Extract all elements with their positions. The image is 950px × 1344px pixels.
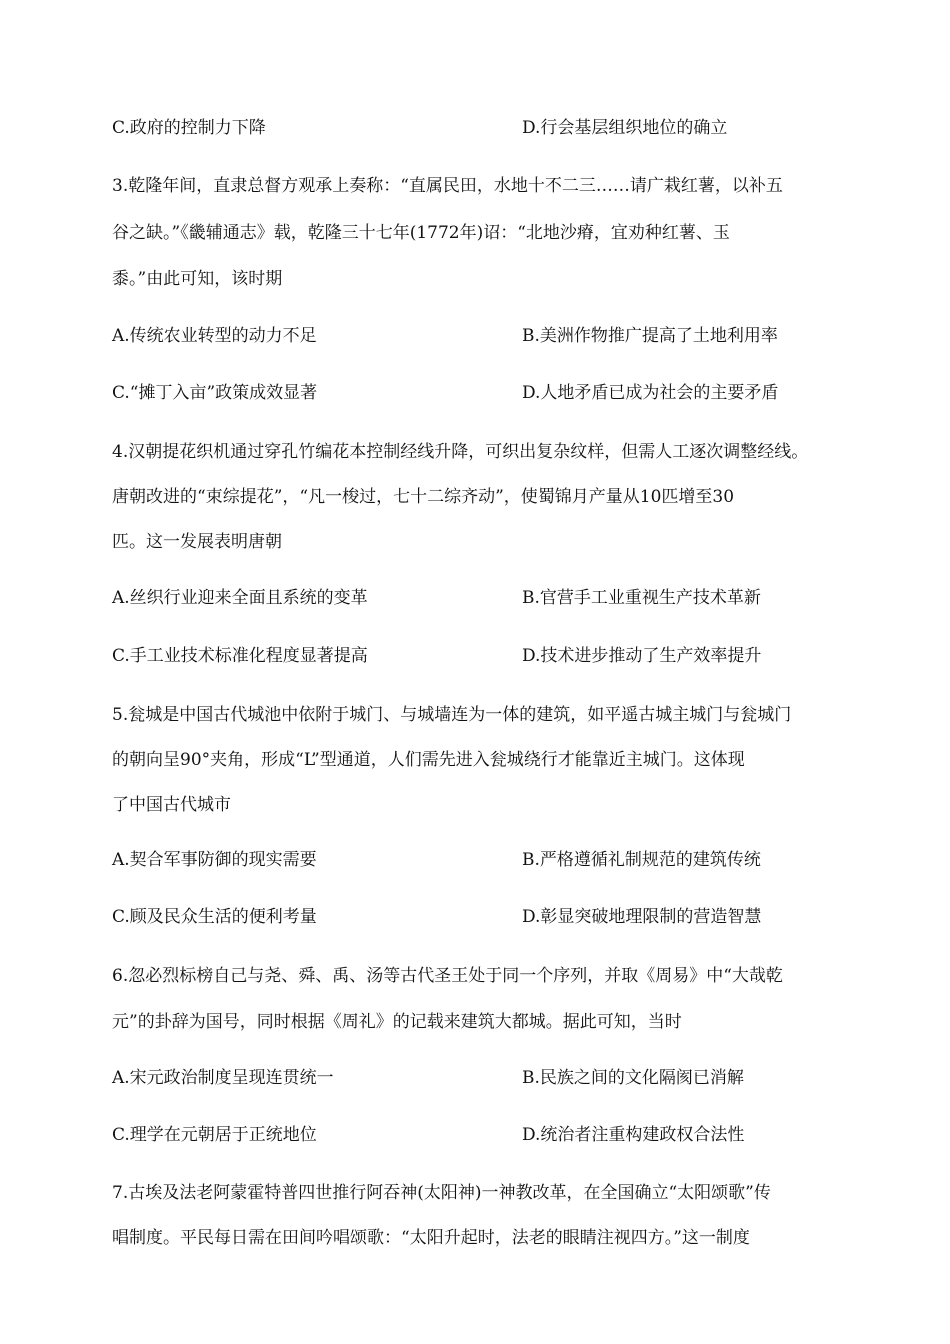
q4-option-d[interactable]: D.技术进步推动了生产效率提升 xyxy=(522,646,762,666)
q5-stem-line-3: 了中国古代城市 xyxy=(112,795,231,815)
q4-option-a[interactable]: A.丝织行业迎来全面且系统的变革 xyxy=(112,588,368,608)
q2-option-c[interactable]: C.政府的控制力下降 xyxy=(112,118,266,138)
q7-stem-line-2: 唱制度。平民每日需在田间吟唱颂歌：“太阳升起时，法老的眼睛注视四方。”这一制度 xyxy=(112,1228,750,1248)
q4-stem-line-3: 匹。这一发展表明唐朝 xyxy=(112,532,282,552)
q5-option-b[interactable]: B.严格遵循礼制规范的建筑传统 xyxy=(522,850,761,870)
q3-option-a[interactable]: A.传统农业转型的动力不足 xyxy=(112,326,317,346)
q4-stem-line-2: 唐朝改进的“束综提花”，“凡一梭过，七十二综齐动”，使蜀锦月产量从10匹增至30 xyxy=(112,487,735,507)
q6-option-a[interactable]: A.宋元政治制度呈现连贯统一 xyxy=(112,1068,334,1088)
q4-option-b[interactable]: B.官营手工业重视生产技术革新 xyxy=(522,588,761,608)
q6-option-d[interactable]: D.统治者注重构建政权合法性 xyxy=(522,1125,745,1145)
q7-stem-line-1: 7.古埃及法老阿蒙霍特普四世推行阿吞神(太阳神)一神教改革，在全国确立“太阳颂歌”传 xyxy=(112,1183,771,1203)
q6-stem-line-2: 元”的卦辞为国号，同时根据《周礼》的记载来建筑大都城。据此可知，当时 xyxy=(112,1012,682,1032)
q4-option-c[interactable]: C.手工业技术标准化程度显著提高 xyxy=(112,646,368,666)
q2-option-d[interactable]: D.行会基层组织地位的确立 xyxy=(522,118,728,138)
q5-option-c[interactable]: C.顾及民众生活的便利考量 xyxy=(112,907,317,927)
q3-stem-line-3: 黍。”由此可知，该时期 xyxy=(112,269,283,289)
q3-option-b[interactable]: B.美洲作物推广提高了土地利用率 xyxy=(522,326,778,346)
q5-stem-line-1: 5.瓮城是中国古代城池中依附于城门、与城墙连为一体的建筑，如平遥古城主城门与瓮城门 xyxy=(112,705,792,725)
q3-option-d[interactable]: D.人地矛盾已成为社会的主要矛盾 xyxy=(522,383,779,403)
q4-stem-line-1: 4.汉朝提花织机通过穿孔竹编花本控制经线升降，可织出复杂纹样，但需人工逐次调整经线。 xyxy=(112,442,809,462)
q3-stem-line-1: 3.乾隆年间，直隶总督方观承上奏称：“直属民田，水地十不二三……请广栽红薯，以补五 xyxy=(112,176,783,196)
q6-stem-line-1: 6.忽必烈标榜自己与尧、舜、禹、汤等古代圣王处于同一个序列，并取《周易》中“大哉乾 xyxy=(112,966,783,986)
q6-option-c[interactable]: C.理学在元朝居于正统地位 xyxy=(112,1125,317,1145)
q5-option-a[interactable]: A.契合军事防御的现实需要 xyxy=(112,850,317,870)
q6-option-b[interactable]: B.民族之间的文化隔阂已消解 xyxy=(522,1068,744,1088)
q3-stem-line-2: 谷之缺。”《畿辅通志》载，乾隆三十七年(1772年)诏：“北地沙瘠，宜劝种红薯、玉 xyxy=(112,223,730,243)
q3-option-c[interactable]: C.“摊丁入亩”政策成效显著 xyxy=(112,383,318,403)
q5-option-d[interactable]: D.彰显突破地理限制的营造智慧 xyxy=(522,907,762,927)
q5-stem-line-2: 的朝向呈90°夹角，形成“L”型通道，人们需先进入瓮城绕行才能靠近主城门。这体现 xyxy=(112,750,745,770)
